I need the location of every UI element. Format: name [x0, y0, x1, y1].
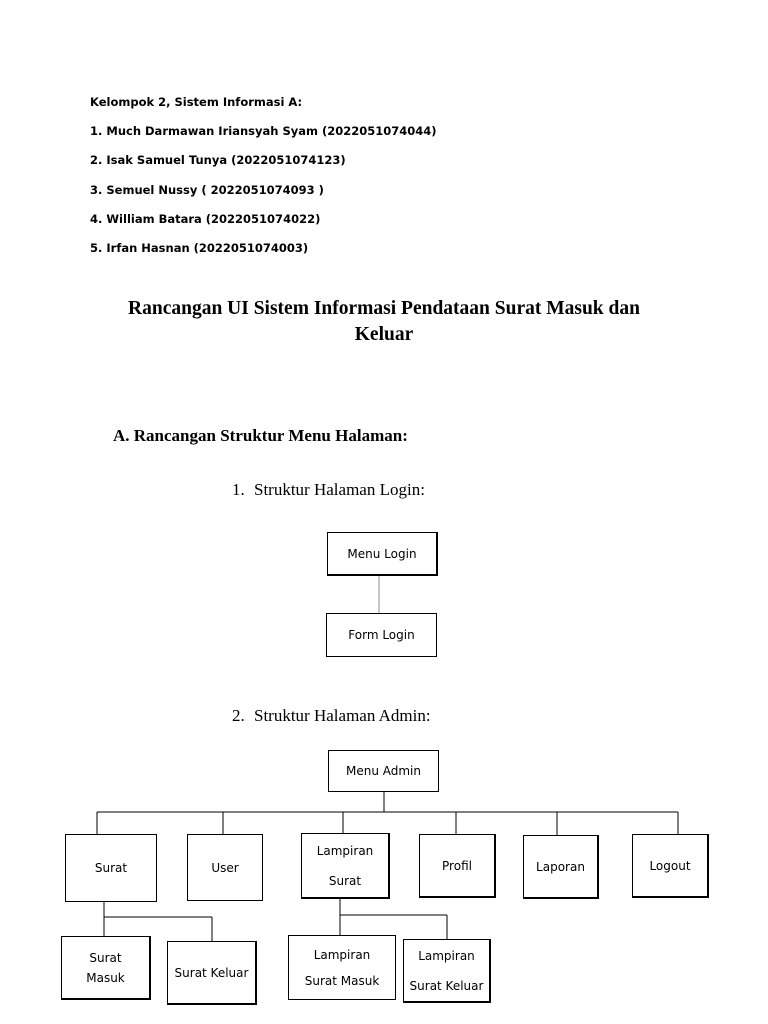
document-title: Rancangan UI Sistem Informasi Pendataan Surat Masuk dan Keluar — [128, 298, 640, 345]
box-label: Surat Keluar — [174, 965, 249, 980]
box-label: Surat Masuk — [304, 973, 380, 988]
laporan-box — [523, 835, 599, 899]
group-heading: Kelompok 2, Sistem Informasi A: — [90, 95, 303, 109]
subheading-number: 2. — [232, 706, 245, 725]
surat-keluar-box — [167, 941, 257, 1005]
subheading-number: 1. — [232, 480, 245, 499]
member-item: 4. William Batara (2022051074022) — [90, 211, 321, 226]
box-label: Lampiran — [418, 948, 475, 963]
user-box — [187, 834, 263, 901]
box-label: Surat — [328, 873, 362, 888]
menu-admin-box — [328, 750, 439, 792]
subheading-text: Struktur Halaman Admin: — [254, 706, 431, 725]
box-label: Masuk — [86, 970, 125, 985]
box-label: Logout — [649, 858, 691, 873]
form-login-box — [326, 613, 437, 657]
member-item: 1. Much Darmawan Iriansyah Syam (2022051074044) — [90, 124, 437, 139]
section-heading: A. Rancangan Struktur Menu Halaman: — [113, 426, 408, 445]
profil-box — [419, 834, 496, 898]
logout-box — [632, 834, 709, 898]
box-label: Surat Keluar — [409, 978, 484, 993]
box-label: User — [211, 860, 239, 875]
box-label: Laporan — [536, 859, 585, 874]
member-item: 3. Semuel Nussy ( 2022051074093 ) — [90, 182, 324, 197]
box-label: Surat — [89, 950, 122, 965]
box-label: Profil — [442, 858, 472, 873]
member-item: 5. Irfan Hasnan (2022051074003) — [90, 240, 309, 255]
surat-box — [65, 834, 157, 902]
lampiran-surat-masuk-box — [288, 935, 396, 1000]
member-item: 2. Isak Samuel Tunya (2022051074123) — [90, 153, 346, 168]
box-label: Surat — [94, 861, 128, 875]
box-label: Lampiran — [313, 947, 371, 962]
box-label: Menu Admin — [345, 764, 421, 778]
box-label: Lampiran — [316, 843, 374, 858]
surat-masuk-box — [61, 936, 151, 1000]
admin-structure-heading — [232, 706, 431, 726]
lampiran-surat-keluar-box — [403, 939, 491, 1003]
box-label: Menu Login — [347, 546, 417, 561]
box-label: Form Login — [348, 628, 415, 642]
subheading-text: Struktur Halaman Login: — [254, 480, 425, 499]
lampiran-surat-box — [301, 833, 390, 899]
menu-login-box — [327, 532, 438, 576]
